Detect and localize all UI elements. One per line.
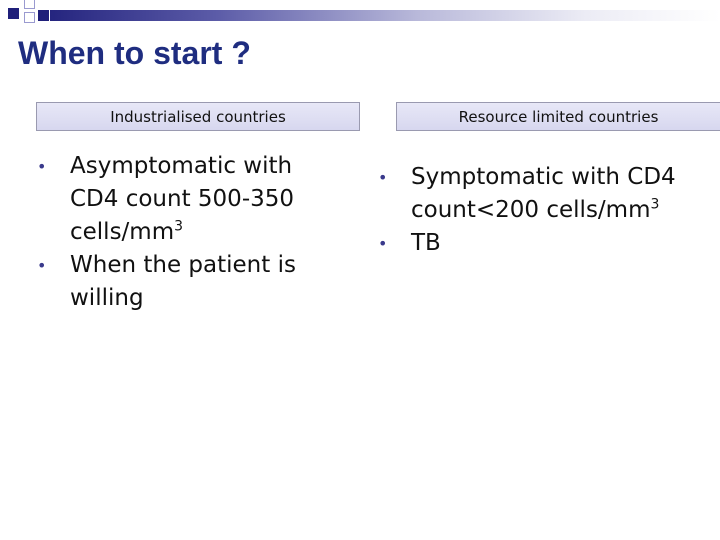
decor-square-outline-2 xyxy=(24,12,35,23)
bullet-icon: • xyxy=(37,256,47,275)
header-gradient-bar xyxy=(50,10,720,21)
bullet-icon: • xyxy=(378,234,388,253)
right-bullet-list xyxy=(378,161,678,260)
slide-decoration xyxy=(0,0,720,30)
bullet-icon: • xyxy=(378,168,388,187)
column-header-resource-limited: Resource limited countries xyxy=(396,102,720,131)
decor-square-outline-1 xyxy=(24,0,35,9)
superscript: 3 xyxy=(650,196,660,213)
page-title: When to start ? xyxy=(18,35,251,71)
list-item-text: TB xyxy=(411,230,441,256)
bullet-icon: • xyxy=(37,157,47,176)
column-header-industrialised: Industrialised countries xyxy=(36,102,360,131)
superscript: 3 xyxy=(174,218,184,235)
decor-square-dark-1 xyxy=(8,8,19,19)
decor-square-dark-2 xyxy=(38,10,49,21)
list-item xyxy=(378,161,678,227)
list-item xyxy=(378,227,678,260)
list-item-text: Symptomatic with CD4 count<200 cells/mm xyxy=(411,164,676,223)
list-item xyxy=(37,150,337,249)
list-item-text: Asymptomatic with CD4 count 500-350 cells/mm xyxy=(70,153,295,245)
left-bullet-list xyxy=(37,150,337,315)
list-item xyxy=(37,249,337,315)
list-item-text: When the patient is willing xyxy=(70,252,296,311)
